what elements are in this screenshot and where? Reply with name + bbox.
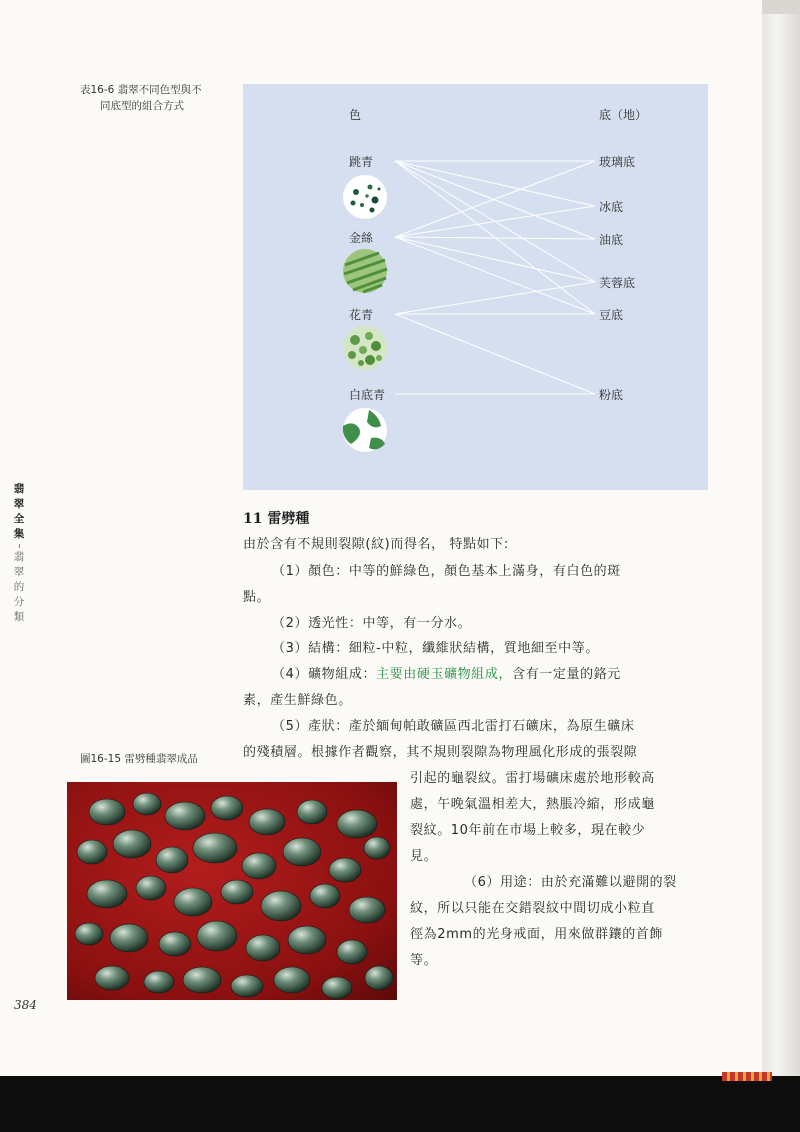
scan-border (0, 1076, 800, 1132)
header-base: 底（地） (599, 108, 648, 122)
jadeite-photo (67, 782, 397, 1000)
base-oil: 油底 (599, 233, 624, 247)
color-huaqing: 花青 (349, 308, 374, 322)
sample-baidiqing (343, 408, 387, 452)
color-baidiqing: 白底青 (349, 388, 386, 402)
item-1-line-1: （1）顏色：中等的鮮綠色，顏色基本上滿身，有白色的斑 (272, 564, 621, 579)
table-caption-line-1: 表16-6 翡翠不同色型與不 (80, 84, 202, 96)
section-title: 11 雷劈種 (243, 511, 310, 527)
item-4-rest: 含有一定量的鉻元 (512, 667, 621, 682)
diagram-lines (243, 84, 708, 490)
jadeite-cabochons (67, 782, 397, 1000)
table-caption (80, 82, 202, 114)
base-bean: 豆底 (599, 308, 624, 322)
color-base-diagram (243, 84, 708, 490)
chapter-title: 翡翠的分類 (13, 551, 25, 623)
base-ice: 冰底 (599, 200, 624, 214)
item-6-line-4: 等。 (410, 953, 438, 968)
item-3: （3）結構：細粒-中粒，纖維狀結構，質地細至中等。 (272, 641, 599, 656)
item-6-line-1: （6）用途：由於充滿難以避開的裂 (464, 875, 677, 890)
base-powder: 粉底 (599, 388, 624, 402)
color-jinsi: 金絲 (349, 231, 374, 245)
page-edge (762, 14, 800, 1076)
book-binding-edge (722, 1072, 772, 1081)
item-4-highlight: 主要由硬玉礦物組成， (376, 667, 513, 682)
connector-line (395, 314, 595, 394)
page-number: 384 (14, 998, 37, 1012)
photo-caption: 圖16-15 雷劈種翡翠成品 (80, 753, 198, 765)
item-1-line-2: 點。 (243, 590, 271, 605)
base-hibiscus: 芙蓉底 (599, 276, 636, 290)
sample-jinsi (343, 249, 387, 293)
item-5-line-6: 見。 (410, 849, 438, 864)
connector-line (395, 206, 595, 237)
color-tiaoqing: 跳青 (349, 155, 374, 169)
intro-line: 由於含有不規則裂隙(紋)而得名， 特點如下: (243, 537, 509, 552)
item-4-line-1 (272, 662, 621, 688)
item-6-line-2: 紋，所以只能在交錯裂紋中間切成小粒直 (410, 901, 655, 916)
item-6-line-3: 徑為2mm的光身戒面，用來做群鑲的首飾 (410, 927, 663, 942)
series-title: 翡翠全集 (13, 483, 25, 540)
item-5-line-5: 裂紋。10年前在市場上較多，現在較少 (410, 823, 646, 838)
running-sidebar (12, 482, 26, 625)
item-5-line-4: 處，午晚氣溫相差大，熱脹冷縮，形成龜 (410, 797, 655, 812)
connector-line (395, 282, 595, 314)
item-5-line-3: 引起的龜裂紋。雷打場礦床處於地形較高 (410, 771, 655, 786)
sample-huaqing (343, 326, 387, 370)
item-4-label: （4）礦物組成： (272, 667, 377, 682)
item-4-line-2: 素，產生鮮綠色。 (243, 693, 352, 708)
sidebar-divider (19, 544, 20, 548)
item-2: （2）透光性：中等，有一分水。 (272, 616, 472, 631)
header-color: 色 (349, 108, 362, 122)
item-5-line-1: （5）產狀：產於緬甸帕敢礦區西北雷打石礦床，為原生礦床 (272, 719, 635, 734)
sample-tiaoqing (343, 175, 387, 219)
item-5-line-2: 的殘積層。根據作者觀察，其不規則裂隙為物理風化形成的張裂隙 (243, 745, 638, 760)
table-caption-line-2: 同底型的組合方式 (100, 100, 184, 112)
base-glass: 玻璃底 (599, 155, 636, 169)
